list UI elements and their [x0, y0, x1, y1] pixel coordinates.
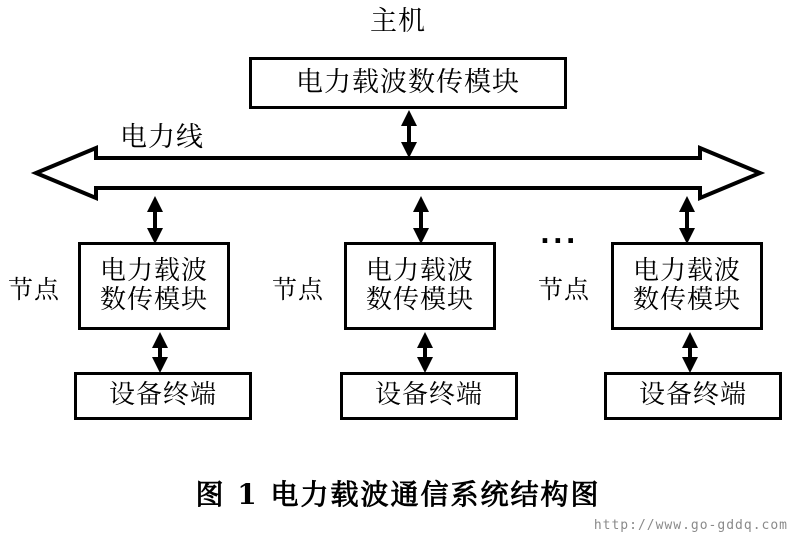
node-module-box-3 [611, 242, 763, 330]
terminal-box-3: 设备终端 [604, 372, 782, 420]
node-module-box-1 [78, 242, 230, 330]
node-module-line1-3: 电力载波 [632, 255, 741, 286]
ellipsis-label: ... [540, 220, 579, 250]
terminal-box-2: 设备终端 [340, 372, 518, 420]
arrow-node-1-to-terminal-1 [152, 332, 168, 373]
node-label-2: 节点 [272, 275, 325, 304]
figure-caption: 图 1 电力载波通信系统结构图 [195, 478, 601, 511]
host-title: 主机 [370, 6, 426, 37]
arrow-bus-to-node-3 [679, 196, 695, 244]
node-module-box-2 [344, 242, 496, 330]
node-module-line2-2: 数传模块 [365, 285, 474, 315]
arrow-bus-to-node-2 [413, 196, 429, 244]
powerline-label: 电力线 [120, 122, 204, 153]
arrow-bus-to-node-1 [147, 196, 163, 244]
arrow-node-3-to-terminal-3 [682, 332, 698, 373]
watermark-url: http://www.go-gddq.com [593, 518, 788, 534]
host-module-box: 电力载波数传模块 [249, 57, 567, 109]
powerline-bus [36, 148, 760, 198]
node-module-line1-2: 电力载波 [365, 255, 474, 286]
node-label-1: 节点 [8, 275, 61, 304]
node-module-line2-1: 数传模块 [99, 285, 208, 315]
arrow-node-2-to-terminal-2 [417, 332, 433, 373]
node-module-line2-3: 数传模块 [632, 285, 741, 315]
node-module-line1-1: 电力载波 [99, 255, 208, 286]
arrow-host-to-bus [401, 110, 417, 158]
terminal-box-1: 设备终端 [74, 372, 252, 420]
node-label-3: 节点 [538, 275, 591, 304]
